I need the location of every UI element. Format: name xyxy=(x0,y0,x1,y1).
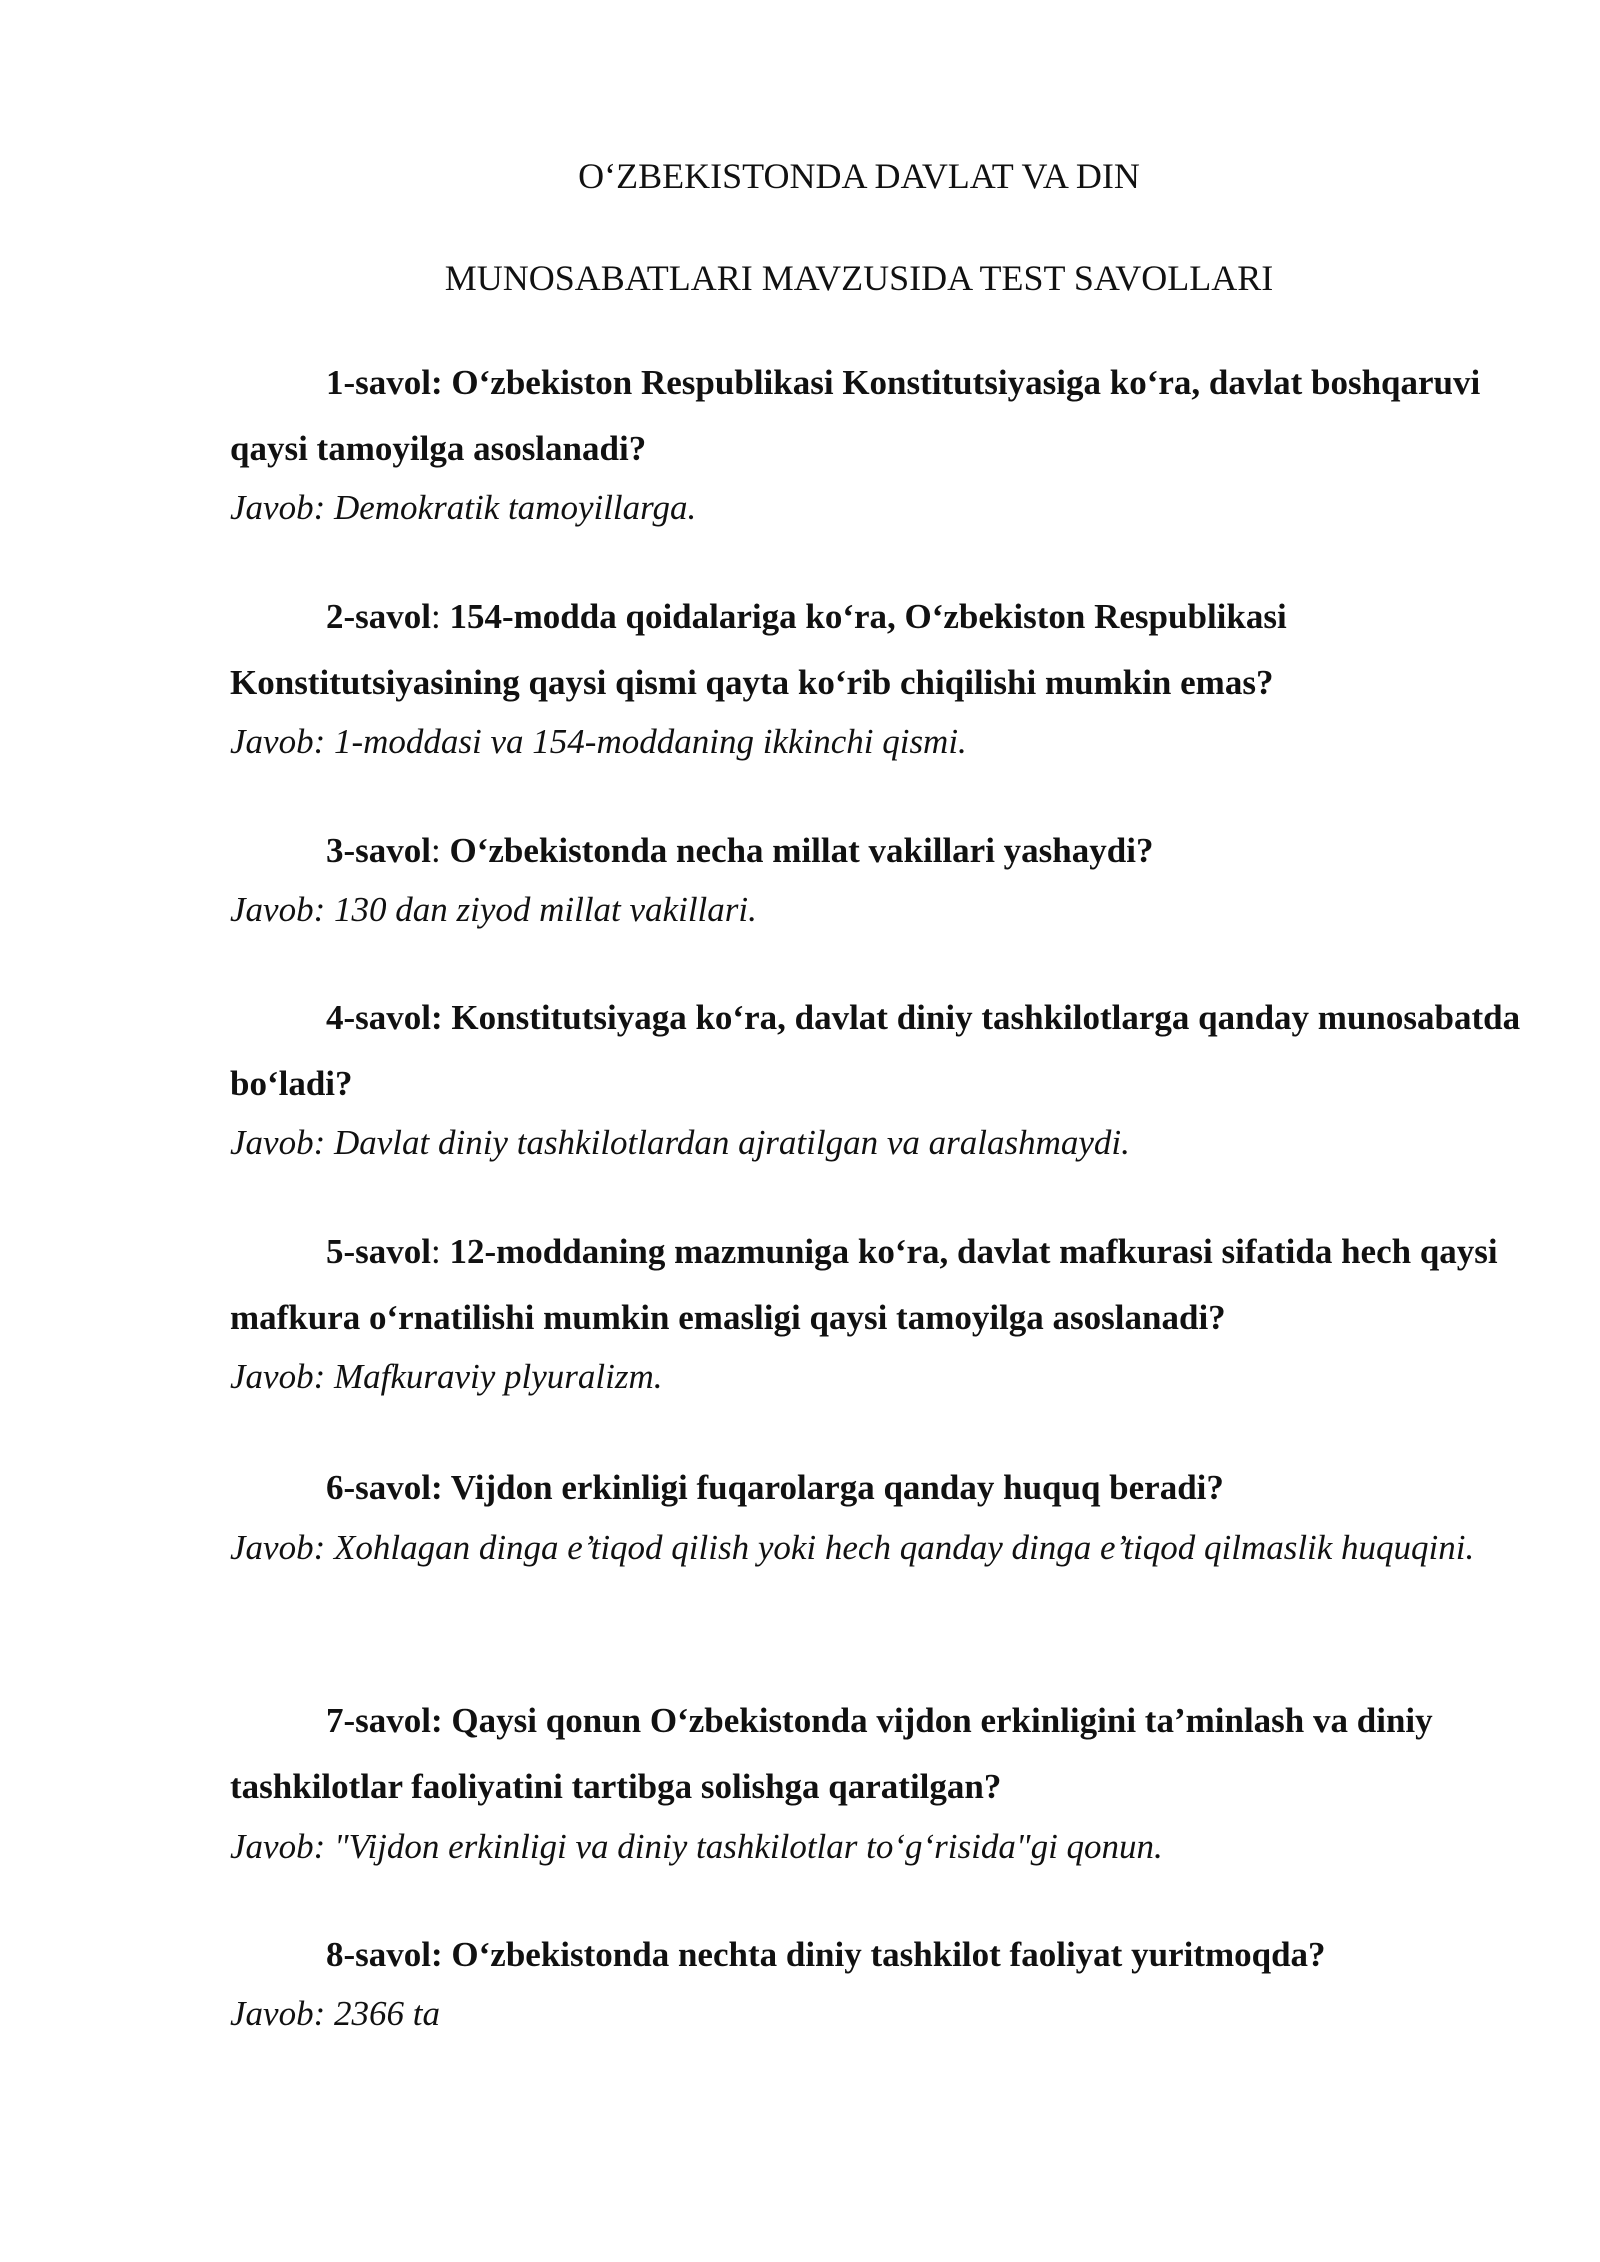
question-number: 7-savol: xyxy=(326,1701,443,1740)
question-number: 5-savol xyxy=(326,1232,431,1271)
question-number: 6-savol: xyxy=(326,1468,443,1507)
question-colon: : xyxy=(431,1232,441,1271)
question-text xyxy=(230,818,1530,884)
document-title-line-1: O‘ZBEKISTONDA DAVLAT VA DIN xyxy=(578,156,1140,196)
question-body: Konstitutsiyaga ko‘ra, davlat diniy tashkilotlarga qanday munosabatda bo‘ladi? xyxy=(230,998,1521,1103)
question-body: Vijdon erkinligi fuqarolarga qanday huquq beradi? xyxy=(450,1468,1224,1507)
question-colon: : xyxy=(431,831,441,870)
question-text xyxy=(230,1688,1530,1820)
document-title-line-2: MUNOSABATLARI MAVZUSIDA TEST SAVOLLARI xyxy=(444,258,1274,298)
answer-text: Javob: Mafkuraviy plyuralizm. xyxy=(230,1357,663,1396)
question-colon: : xyxy=(431,597,441,636)
answer-text: Javob: 130 dan ziyod millat vakillari. xyxy=(230,890,757,929)
question-body: Qaysi qonun O‘zbekistonda vijdon erkinligini ta’minlash va diniy tashkilotlar faoliyatini tartibga solishga qaratilgan? xyxy=(230,1701,1433,1806)
question-text xyxy=(230,1922,1530,1988)
question-block-3 xyxy=(230,818,1530,936)
question-text xyxy=(230,985,1530,1117)
question-number: 2-savol xyxy=(326,597,431,636)
question-number: 8-savol: xyxy=(326,1935,443,1974)
question-block-4 xyxy=(230,985,1530,1169)
question-block-1 xyxy=(230,350,1530,534)
answer-text: Javob: 1-moddasi va 154-moddaning ikkinchi qismi. xyxy=(230,722,967,761)
answer-text: Javob: Demokratik tamoyillarga. xyxy=(230,488,697,527)
question-block-5 xyxy=(230,1219,1530,1403)
question-text xyxy=(230,350,1530,482)
question-body: O‘zbekistonda nechta diniy tashkilot faoliyat yuritmoqda? xyxy=(451,1935,1326,1974)
question-number: 3-savol xyxy=(326,831,431,870)
answer-text: Javob: 2366 ta xyxy=(230,1994,440,2033)
answer-text: Javob: Davlat diniy tashkilotlardan ajratilgan va aralashmaydi. xyxy=(230,1123,1130,1162)
question-text xyxy=(230,584,1530,716)
question-text xyxy=(230,1455,1530,1521)
question-block-2 xyxy=(230,584,1530,768)
question-block-7 xyxy=(230,1688,1530,1874)
answer-text: Javob: Xohlagan dinga e’tiqod qilish yoki hech qanday dinga e’tiqod qilmaslik huquqini. xyxy=(230,1528,1475,1567)
question-body: O‘zbekiston Respublikasi Konstitutsiyasiga ko‘ra, davlat boshqaruvi qaysi tamoyilga asoslanadi? xyxy=(230,363,1481,468)
question-number: 4-savol: xyxy=(326,998,443,1037)
question-text xyxy=(230,1219,1530,1351)
question-body: 12-moddaning mazmuniga ko‘ra, davlat mafkurasi sifatida hech qaysi mafkura o‘rnatilishi mumkin emasligi qaysi tamoyilga asoslanadi? xyxy=(230,1232,1498,1337)
question-block-8 xyxy=(230,1922,1530,2040)
answer-text: Javob: "Vijdon erkinligi va diniy tashkilotlar to‘g‘risida"gi qonun. xyxy=(230,1827,1163,1866)
question-number: 1-savol: xyxy=(326,363,443,402)
question-body: O‘zbekistonda necha millat vakillari yashaydi? xyxy=(449,831,1154,870)
question-block-6 xyxy=(230,1455,1530,1575)
question-body: 154-modda qoidalariga ko‘ra, O‘zbekiston Respublikasi Konstitutsiyasining qaysi qismi qayta ko‘rib chiqilishi mumkin emas? xyxy=(230,597,1287,702)
